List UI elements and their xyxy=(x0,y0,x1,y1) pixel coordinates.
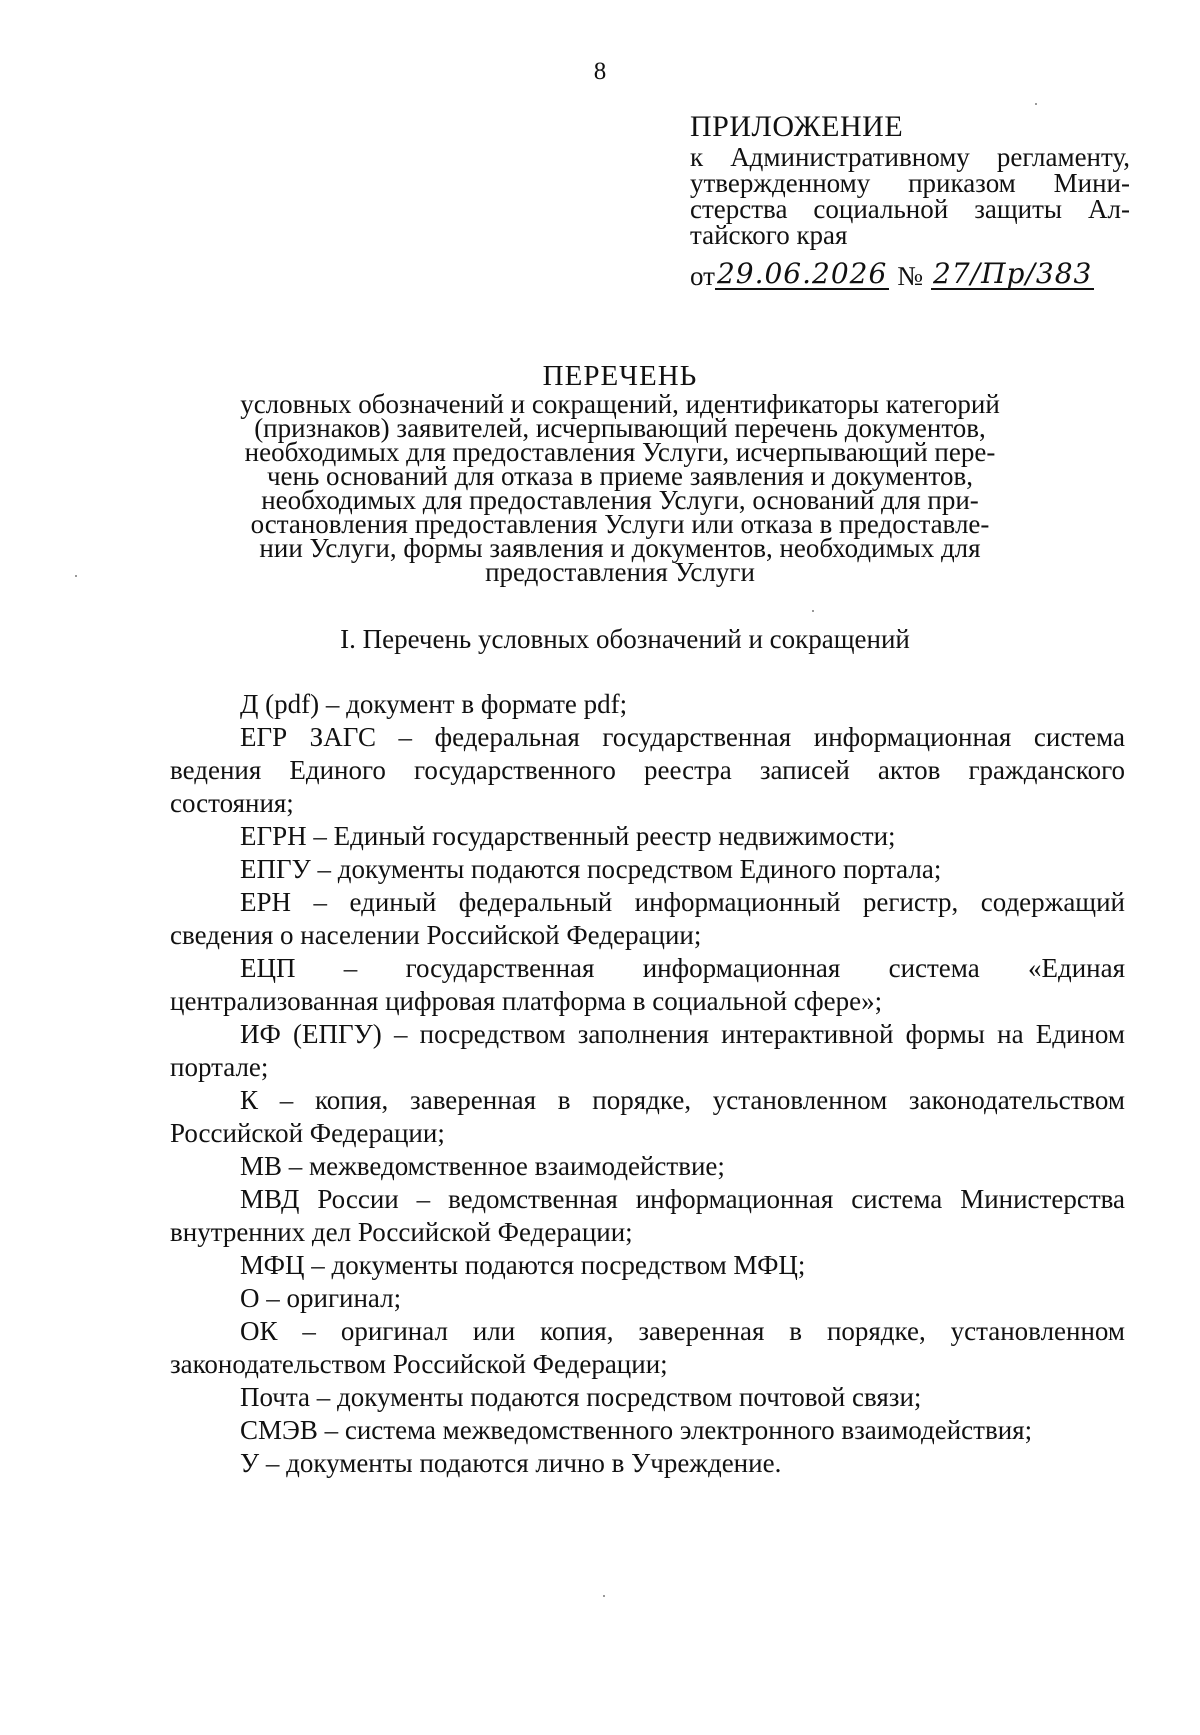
document-heading xyxy=(200,360,1040,587)
heading-title: ПЕРЕЧЕНЬ xyxy=(542,360,698,392)
heading-line: остановления предоставления Услуги или отказа в предоставле- xyxy=(250,509,990,539)
abbreviation-item: СМЭВ – система межведомственного электронного взаимодействия; xyxy=(240,1415,1033,1445)
abbreviation-item: У – документы подаются лично в Учреждение. xyxy=(240,1448,782,1478)
scan-artifact xyxy=(1035,103,1037,105)
order-reference xyxy=(690,256,1130,290)
appendix-line: тайского края xyxy=(690,220,848,250)
abbreviation-item: МВ – межведомственное взаимодействие; xyxy=(240,1151,725,1181)
heading-line: нии Услуги, формы заявления и документов, необходимых для xyxy=(259,533,981,563)
heading-line: чень оснований для отказа в приеме заявления и документов, xyxy=(266,461,974,491)
section-title: I. Перечень условных обозначений и сокращений xyxy=(340,624,910,654)
scan-artifact xyxy=(75,575,77,577)
abbreviation-item: ИФ (ЕПГУ) – посредством заполнения интерактивной формы на Едином портале; xyxy=(170,1019,1125,1082)
abbreviation-item: МФЦ – документы подаются посредством МФЦ; xyxy=(240,1250,806,1280)
order-date-handwritten: 29.06.2026 xyxy=(716,257,888,290)
appendix-title: ПРИЛОЖЕНИЕ xyxy=(690,110,904,143)
abbreviation-item: ЕГР ЗАГС – федеральная государственная информационная система ведения Единого государственного реестра записей актов гражданского состояния; xyxy=(170,722,1125,818)
abbreviation-item: МВД России – ведомственная информационная система Министерства внутренних дел Российской Федерации; xyxy=(170,1184,1125,1247)
abbreviation-item: ОК – оригинал или копия, заверенная в порядке, установленном законодательством Российской Федерации; xyxy=(170,1316,1125,1379)
appendix-line: утвержденному приказом Мини- xyxy=(690,168,1130,198)
abbreviation-item: Почта – документы подаются посредством почтовой связи; xyxy=(240,1382,922,1412)
heading-line: (признаков) заявителей, исчерпывающий перечень документов, xyxy=(254,413,986,443)
abbreviation-item: ЕЦП – государственная информационная система «Единая централизованная цифровая платформа в социальной сфере»; xyxy=(170,953,1125,1016)
scan-artifact xyxy=(812,610,814,612)
abbreviation-list xyxy=(170,688,1125,1480)
heading-line: предоставления Услуги xyxy=(485,557,755,587)
heading-line: необходимых для предоставления Услуги, исчерпывающий пере- xyxy=(244,437,996,467)
page-number: 8 xyxy=(593,58,607,85)
heading-line: необходимых для предоставления Услуги, оснований для при- xyxy=(261,485,979,515)
abbreviation-item: ЕГРН – Единый государственный реестр недвижимости; xyxy=(240,821,896,851)
heading-line: условных обозначений и сокращений, идентификаторы категорий xyxy=(240,389,1000,419)
appendix-line: к Административному регламенту, xyxy=(690,142,1130,172)
abbreviation-item: Д (pdf) – документ в формате pdf; xyxy=(240,689,628,719)
order-number-sign: № xyxy=(897,261,924,291)
scan-artifact xyxy=(603,1595,605,1597)
appendix-line: стерства социальной защиты Ал- xyxy=(690,194,1130,224)
abbreviation-item: О – оригинал; xyxy=(240,1283,402,1313)
order-number-handwritten: 27/Пр/383 xyxy=(933,257,1093,290)
order-prefix: от xyxy=(690,261,715,291)
abbreviation-item: К – копия, заверенная в порядке, установленном законодательством Российской Федерации; xyxy=(170,1085,1125,1148)
abbreviation-item: ЕРН – единый федеральный информационный регистр, содержащий сведения о населении Российской Федерации; xyxy=(170,887,1125,950)
appendix-block xyxy=(690,110,1130,290)
abbreviation-item: ЕПГУ – документы подаются посредством Единого портала; xyxy=(240,854,942,884)
